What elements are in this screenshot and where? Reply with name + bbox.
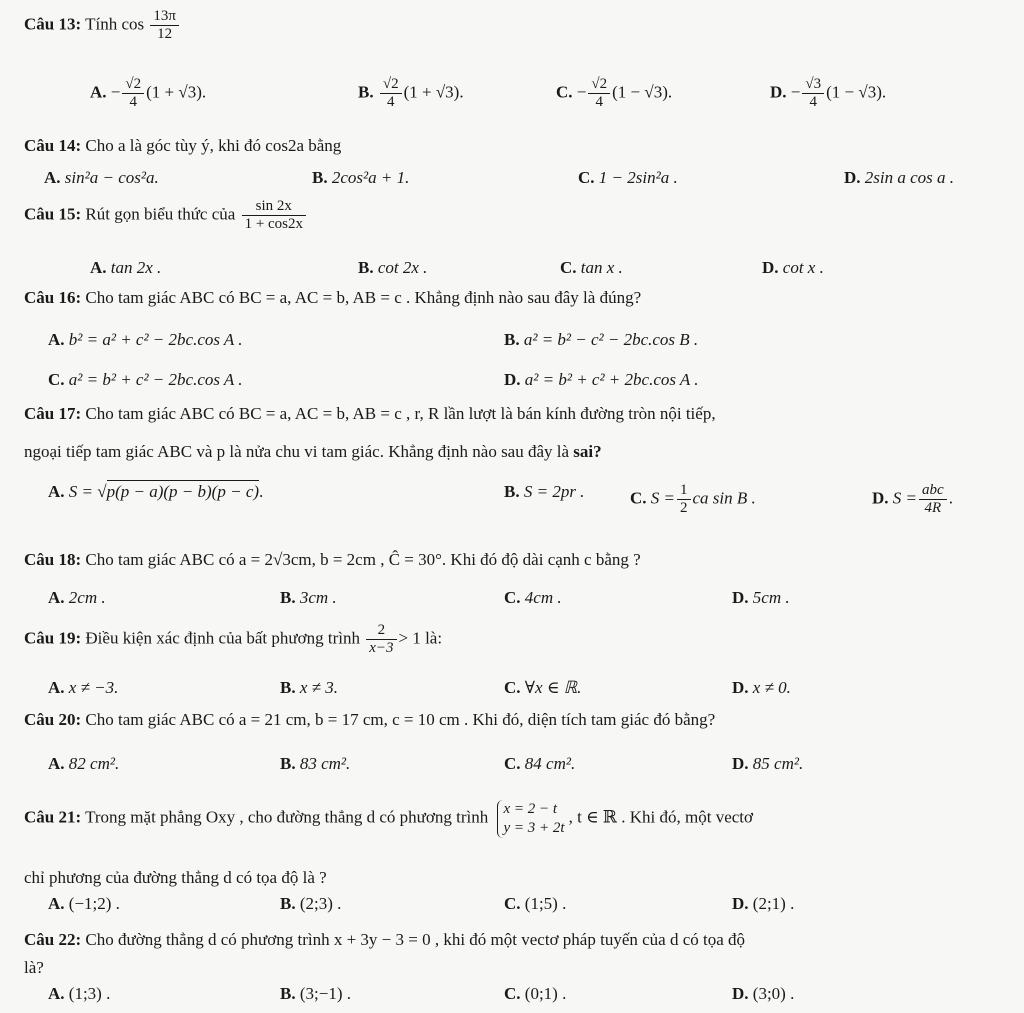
question-21: Câu 21: Trong mặt phẳng Oxy , cho đường thẳng d có phương trình x = 2 − t y = 3 + 2t , t ∈ ℝ . Khi đó, một vectơ xyxy=(24,801,754,836)
option-c: C. tan x . xyxy=(560,258,623,277)
question-15 xyxy=(24,198,1024,234)
question-text: Rút gọn biểu thức của xyxy=(85,204,236,224)
option-b: B. (2;3) . xyxy=(280,894,342,913)
question-label: Câu 19: xyxy=(24,628,82,648)
option-b: B. (3;−1) . xyxy=(280,984,351,1003)
question-text: Cho tam giác ABC có a = 2√3cm, b = 2cm , Ĉ = 30°. Khi đó độ dài cạnh c bằng ? xyxy=(85,550,641,569)
question-18 xyxy=(24,550,1024,570)
option-c: C. 1 − 2sin²a . xyxy=(578,168,678,187)
question-label: Câu 21: xyxy=(24,807,82,827)
option-a: A. sin²a − cos²a. xyxy=(44,168,159,187)
option-d: D. − $\frac{√3}{4}$ (1 − √3). xyxy=(770,76,887,111)
option-a: A. x ≠ −3. xyxy=(48,678,119,697)
option-d: D. x ≠ 0. xyxy=(732,678,791,697)
question-label: Câu 22: xyxy=(24,930,82,949)
option-c: C. ∀x ∈ ℝ. xyxy=(504,678,582,697)
fraction: $\frac{2}{x-3}$ xyxy=(366,622,396,658)
question-text: Cho tam giác ABC có BC = a, AC = b, AB = c , r, R lần lượt là bán kính đường tròn nội tiếp, xyxy=(85,404,716,423)
option-c: C. a² = b² + c² − 2bc.cos A . xyxy=(48,370,243,389)
question-label: Câu 16: xyxy=(24,288,82,307)
fraction: $\frac{\sin 2x}{1 + \cos 2x}$ xyxy=(242,198,306,234)
question-17-line2: ngoại tiếp tam giác ABC và p là nửa chu vi tam giác. Khẳng định nào sau đây là sai? xyxy=(24,442,602,461)
option-d: D. cot x . xyxy=(762,258,824,277)
option-b: B. S = 2pr . xyxy=(504,482,585,501)
option-d: D. 2sin a cos a . xyxy=(844,168,955,187)
option-c: C. − $\frac{√2}{4}$ (1 − √3). xyxy=(556,76,673,111)
question-20 xyxy=(24,710,1024,730)
option-b: B. a² = b² − c² − 2bc.cos B . xyxy=(504,330,699,349)
question-label: Câu 15: xyxy=(24,204,82,224)
option-b: B. x ≠ 3. xyxy=(280,678,338,697)
option-a: A. (1;3) . xyxy=(48,984,111,1003)
question-label: Câu 17: xyxy=(24,404,82,423)
option-a: A. 82 cm². xyxy=(48,754,120,773)
option-c: C. 4cm . xyxy=(504,588,562,607)
question-text: Cho tam giác ABC có a = 21 cm, b = 17 cm, c = 10 cm . Khi đó, diện tích tam giác đó bằng? xyxy=(85,710,716,729)
question-label: Câu 14: xyxy=(24,136,82,155)
question-text: Trong mặt phẳng Oxy , cho đường thẳng d có phương trình xyxy=(85,807,489,827)
option-c: C. (1;5) . xyxy=(504,894,567,913)
question-label: Câu 13: xyxy=(24,14,82,34)
option-a: A. 2cm . xyxy=(48,588,106,607)
equation-system: x = 2 − t y = 3 + 2t xyxy=(497,800,565,838)
option-d: D. S = $\frac{\text{abc}}{4R}$ . xyxy=(872,482,953,517)
question-text: Cho đường thẳng d có phương trình x + 3y − 3 = 0 , khi đó một vectơ pháp tuyến của d có tọa độ xyxy=(85,930,746,949)
option-c: C. S = $\frac{1}{2}$ ca sin B . xyxy=(630,482,756,517)
question-22-line2: là? xyxy=(24,958,44,977)
option-b: B. 83 cm². xyxy=(280,754,351,773)
option-a: A. − $\frac{√2}{4}$ (1 + √3). xyxy=(90,76,207,111)
question-text: Cho tam giác ABC có BC = a, AC = b, AB = c . Khẳng định nào sau đây là đúng? xyxy=(85,288,642,307)
option-a: A. S = √p(p − a)(p − b)(p − c). xyxy=(48,482,264,501)
option-b: B. cot 2x . xyxy=(358,258,428,277)
question-text: Cho a là góc tùy ý, khi đó cos2a bằng xyxy=(85,136,342,155)
option-d: D. a² = b² + c² + 2bc.cos A . xyxy=(504,370,699,389)
option-d: D. (2;1) . xyxy=(732,894,795,913)
option-d: D. 85 cm². xyxy=(732,754,804,773)
option-a: A. b² = a² + c² − 2bc.cos A . xyxy=(48,330,243,349)
option-b: B. $\frac{√2}{4}$ (1 + √3). xyxy=(358,76,464,111)
option-b: B. 2cos²a + 1. xyxy=(312,168,410,187)
question-21-line2: chỉ phương của đường thẳng d có tọa độ là ? xyxy=(24,868,327,887)
question-14 xyxy=(24,136,1024,156)
fraction: $\frac{13\pi}{12}$ xyxy=(150,8,179,44)
question-label: Câu 18: xyxy=(24,550,82,569)
question-16 xyxy=(24,288,1024,308)
question-text: Tính cos xyxy=(85,14,145,34)
option-a: A. tan 2x . xyxy=(90,258,162,277)
question-13 xyxy=(24,8,1024,44)
question-text: Điều kiện xác định của bất phương trình xyxy=(85,628,360,648)
question-label: Câu 20: xyxy=(24,710,82,729)
option-a: A. (−1;2) . xyxy=(48,894,120,913)
question-22 xyxy=(24,930,1024,950)
option-d: D. (3;0) . xyxy=(732,984,795,1003)
option-d: D. 5cm . xyxy=(732,588,790,607)
option-c: C. 84 cm². xyxy=(504,754,576,773)
option-c: C. (0;1) . xyxy=(504,984,567,1003)
question-17 xyxy=(24,404,1024,424)
question-19: Câu 19: Điều kiện xác định của bất phương trình $\frac{2}{x-3}$ > 1 là: xyxy=(24,622,443,657)
option-b: B. 3cm . xyxy=(280,588,337,607)
